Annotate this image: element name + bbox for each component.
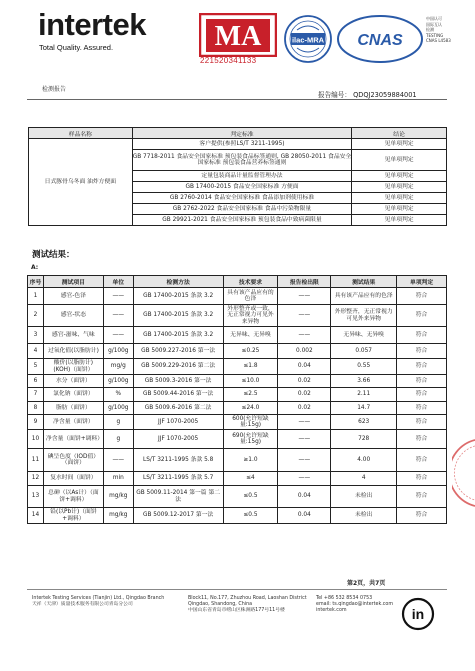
row-number: 3 (28, 327, 44, 344)
red-seal-fragment (452, 438, 475, 508)
footer-company (32, 596, 172, 608)
cnas-seal (336, 14, 424, 64)
verdict: 符合 (397, 415, 447, 430)
standard: 客户提供(参照LS/T 3211-1995) (132, 139, 351, 150)
address-en: Block11, No.177, Zhuzhou Road, Laoshan District Qingdao, Shandong, China (188, 596, 307, 608)
row-number: 2 (28, 305, 44, 327)
test-item: 感官-色泽 (43, 288, 103, 305)
web: intertek.com (316, 608, 347, 614)
detection-limit: 0.04 (278, 508, 331, 524)
cnas-accreditation-text (426, 16, 451, 44)
test-result: 具有该产品应有的色泽 (331, 288, 397, 305)
standard: 定量包装商品计量监督管理办法 (132, 171, 351, 182)
header-lod: 报告检出限 (278, 276, 331, 288)
result-row (28, 508, 447, 524)
result-row (28, 472, 447, 486)
detection-limit: —— (278, 327, 331, 344)
header-verdict: 单项判定 (397, 276, 447, 288)
verdict: 符合 (397, 327, 447, 344)
tagline: Total Quality. Assured. (39, 43, 114, 52)
company-cn: 天祥（天津）质量技术服务有限公司青岛分公司 (32, 602, 133, 608)
test-item: 净含量（面饼+调料） (43, 430, 103, 449)
test-item: 净含量（面饼） (43, 415, 103, 430)
result-row (28, 344, 447, 359)
header-method: 检测方法 (133, 276, 223, 288)
test-method: JJF 1070-2005 (133, 430, 223, 449)
test-item: 过氧化值(以脂肪计) (43, 344, 103, 359)
cnas-line: 检测 (426, 27, 434, 33)
test-method: GB 5009.6-2016 第二法 (133, 402, 223, 415)
unit: g (103, 430, 133, 449)
header-conclusion: 结论 (352, 128, 447, 139)
results-title: 测试结果： (32, 250, 75, 260)
header-divider (27, 99, 447, 100)
requirement: ≤1.8 (223, 359, 278, 375)
requirement: ≤0.25 (223, 344, 278, 359)
requirement: ≤2.5 (223, 388, 278, 402)
detection-limit: —— (278, 415, 331, 430)
requirement: 具有该产品应有的色泽 (223, 288, 278, 305)
standard: GB 2762-2022 食品安全国家标准 食品中污染物限量 (132, 204, 351, 215)
test-method: LS/T 3211-1995 条款 5.8 (133, 449, 223, 472)
test-result: 3.66 (331, 375, 397, 388)
requirement: ≤0.5 (223, 508, 278, 524)
ilac-text: ilac-MRA (291, 35, 325, 45)
unit: min (103, 472, 133, 486)
test-item: 总砷（以As计）（面饼+调料） (43, 486, 103, 508)
conclusion: 见单项判定 (352, 204, 447, 215)
unit: mg/kg (103, 508, 133, 524)
requirement: ≤24.0 (223, 402, 278, 415)
test-item: 氯化钠（面饼） (43, 388, 103, 402)
header-item: 测试项目 (43, 276, 103, 288)
unit: —— (103, 449, 133, 472)
cnas-line: 国际互认 (426, 21, 442, 27)
verdict: 符合 (397, 472, 447, 486)
test-method: GB 5009.229-2016 第二法 (133, 359, 223, 375)
unit: g/100g (103, 402, 133, 415)
requirement: ≥1.0 (223, 449, 278, 472)
requirement: 690(允许短缺量:15g) (223, 430, 278, 449)
result-row (28, 486, 447, 508)
test-result: 外形整齐，无正常视力可见外来异物 (331, 305, 397, 327)
standard: GB 2760-2014 食品安全国家标准 食品添加剂使用标准 (132, 193, 351, 204)
detection-limit: 0.002 (278, 344, 331, 359)
tel: Tel +86 532 8534 0753 (316, 596, 373, 601)
row-number: 11 (28, 449, 44, 472)
test-result: 623 (331, 415, 397, 430)
test-result: 728 (331, 430, 397, 449)
standard: GB 29921-2021 食品安全国家标准 预包装食品中致病菌限量 (132, 215, 351, 226)
unit: —— (103, 305, 133, 327)
test-result: 4.00 (331, 449, 397, 472)
svg-text:in: in (411, 606, 425, 622)
ilac-mra-seal (283, 14, 333, 64)
row-number: 13 (28, 486, 44, 508)
verdict: 符合 (397, 402, 447, 415)
conclusion: 见单项判定 (352, 171, 447, 182)
page-number: 第2页，共7页 (347, 580, 386, 587)
ma-text: MA (214, 21, 262, 52)
unit: g/100g (103, 344, 133, 359)
unit: mg/g (103, 359, 133, 375)
verdict: 符合 (397, 288, 447, 305)
conclusion: 见单项判定 (352, 182, 447, 193)
row-number: 6 (28, 375, 44, 388)
header-requirement: 技术要求 (223, 276, 278, 288)
verdict: 符合 (397, 486, 447, 508)
header-result: 测试结果 (331, 276, 397, 288)
unit: mg/kg (103, 486, 133, 508)
summary-table (28, 127, 447, 226)
test-method: GB 5009.3-2016 第一法 (133, 375, 223, 388)
result-row (28, 402, 447, 415)
header-standard: 判定标准 (132, 128, 351, 139)
verdict: 符合 (397, 430, 447, 449)
test-method: GB 5009.44-2016 第一法 (133, 388, 223, 402)
ma-logo (199, 13, 277, 57)
result-row (28, 359, 447, 375)
conclusion: 见单项判定 (352, 150, 447, 171)
test-result: 4 (331, 472, 397, 486)
verdict: 符合 (397, 344, 447, 359)
test-result: 0.057 (331, 344, 397, 359)
requirement: ≤4 (223, 472, 278, 486)
test-method: GB 17400-2015 条款 3.2 (133, 305, 223, 327)
summary-header-row (29, 128, 447, 139)
conclusion: 见单项判定 (352, 215, 447, 226)
row-number: 9 (28, 415, 44, 430)
header-no: 序号 (28, 276, 44, 288)
unit: —— (103, 288, 133, 305)
sample-name: 日式豚骨乌冬面 油炸方便面 (29, 139, 133, 226)
cnas-line: TESTING (426, 32, 444, 38)
result-row (28, 449, 447, 472)
row-number: 8 (28, 402, 44, 415)
cnas-line: 中国认可 (426, 16, 442, 21)
cnas-text: CNAS (357, 32, 403, 49)
row-number: 7 (28, 388, 44, 402)
detection-limit: —— (278, 449, 331, 472)
test-result: 2.11 (331, 388, 397, 402)
verdict: 符合 (397, 359, 447, 375)
test-item: 感官-滋味、气味 (43, 327, 103, 344)
row-number: 5 (28, 359, 44, 375)
summary-row (29, 139, 447, 150)
address-cn: 中国山东省青岛市崂山区株洲路177号11号楼 (188, 608, 285, 614)
verdict: 符合 (397, 508, 447, 524)
footer-divider (27, 589, 447, 590)
results-table (27, 275, 447, 524)
detection-limit: 0.02 (278, 375, 331, 388)
detection-limit: —— (278, 305, 331, 327)
result-row (28, 415, 447, 430)
results-header-row (28, 276, 447, 288)
conclusion: 见单项判定 (352, 193, 447, 204)
verdict: 符合 (397, 388, 447, 402)
results-subsection: A: (31, 264, 39, 271)
row-number: 14 (28, 508, 44, 524)
requirement: 无异味、无异嗅 (223, 327, 278, 344)
result-row (28, 288, 447, 305)
detection-limit: 0.02 (278, 388, 331, 402)
test-method: JJF 1070-2005 (133, 415, 223, 430)
test-result: 未检出 (331, 486, 397, 508)
requirement: 外形整齐或一致，无正常视力可见外来异物 (223, 305, 278, 327)
requirement: ≤10.0 (223, 375, 278, 388)
test-item: 酸价(以脂肪计)(KOH)（面饼） (43, 359, 103, 375)
detection-limit: 0.02 (278, 402, 331, 415)
result-row (28, 327, 447, 344)
test-item: 碘呈色度（IOD值）（面饼） (43, 449, 103, 472)
standard: GB 17400-2015 食品安全国家标准 方便面 (132, 182, 351, 193)
requirement: 600(允许短缺量:15g) (223, 415, 278, 430)
test-item: 复水时间（面饼） (43, 472, 103, 486)
test-method: GB 5009.12-2017 第一法 (133, 508, 223, 524)
verdict: 符合 (397, 449, 447, 472)
test-result: 14.7 (331, 402, 397, 415)
test-result: 0.55 (331, 359, 397, 375)
test-method: GB 17400-2015 条款 3.2 (133, 327, 223, 344)
unit: g/100g (103, 375, 133, 388)
company-en: Intertek Testing Services (Tianjin) Ltd., Qingdao Branch (32, 596, 165, 601)
detection-limit: —— (278, 472, 331, 486)
footer-address (188, 596, 308, 615)
detection-limit: 0.04 (278, 486, 331, 508)
test-result: 无异味、无异嗅 (331, 327, 397, 344)
result-row (28, 388, 447, 402)
header-unit: 单位 (103, 276, 133, 288)
test-item: 铅(以Pb计)（面饼+调料） (43, 508, 103, 524)
verdict: 符合 (397, 375, 447, 388)
standard: GB 7718-2011 食品安全国家标准 预包装食品标签通则, GB 28050-2011 食品安全国家标准 预包装食品营养标签通则 (132, 150, 351, 171)
unit: g (103, 415, 133, 430)
verdict: 符合 (397, 305, 447, 327)
detection-limit: 0.04 (278, 359, 331, 375)
test-method: LS/T 3211-1995 条款 5.7 (133, 472, 223, 486)
test-method: GB 5009.11-2014 第一篇 第二法 (133, 486, 223, 508)
intertek-badge-icon (401, 597, 435, 631)
row-number: 1 (28, 288, 44, 305)
test-item: 感官-状态 (43, 305, 103, 327)
cnas-line: CNAS L4583 (426, 38, 451, 44)
detection-limit: —— (278, 430, 331, 449)
test-method: GB 17400-2015 条款 3.2 (133, 288, 223, 305)
detection-limit: —— (278, 288, 331, 305)
document-type: 检测报告 (42, 86, 67, 93)
test-item: 脂肪（面饼） (43, 402, 103, 415)
result-row (28, 305, 447, 327)
unit: —— (103, 327, 133, 344)
row-number: 4 (28, 344, 44, 359)
conclusion: 见单项判定 (352, 139, 447, 150)
header-sample-name: 样品名称 (29, 128, 133, 139)
test-item: 水分（面饼） (43, 375, 103, 388)
ma-number: 221520341133 (200, 56, 257, 65)
report-number: 报告编号： QDQJ23059884001 (318, 91, 417, 99)
email: email: ts.qingdao@intertek.com (316, 602, 394, 608)
row-number: 10 (28, 430, 44, 449)
row-number: 12 (28, 472, 44, 486)
test-method: GB 5009.227-2016 第一法 (133, 344, 223, 359)
unit: % (103, 388, 133, 402)
test-result: 未检出 (331, 508, 397, 524)
result-row (28, 430, 447, 449)
footer-contact (316, 596, 396, 615)
result-row (28, 375, 447, 388)
intertek-logo: intertek (38, 7, 146, 42)
requirement: ≤0.5 (223, 486, 278, 508)
